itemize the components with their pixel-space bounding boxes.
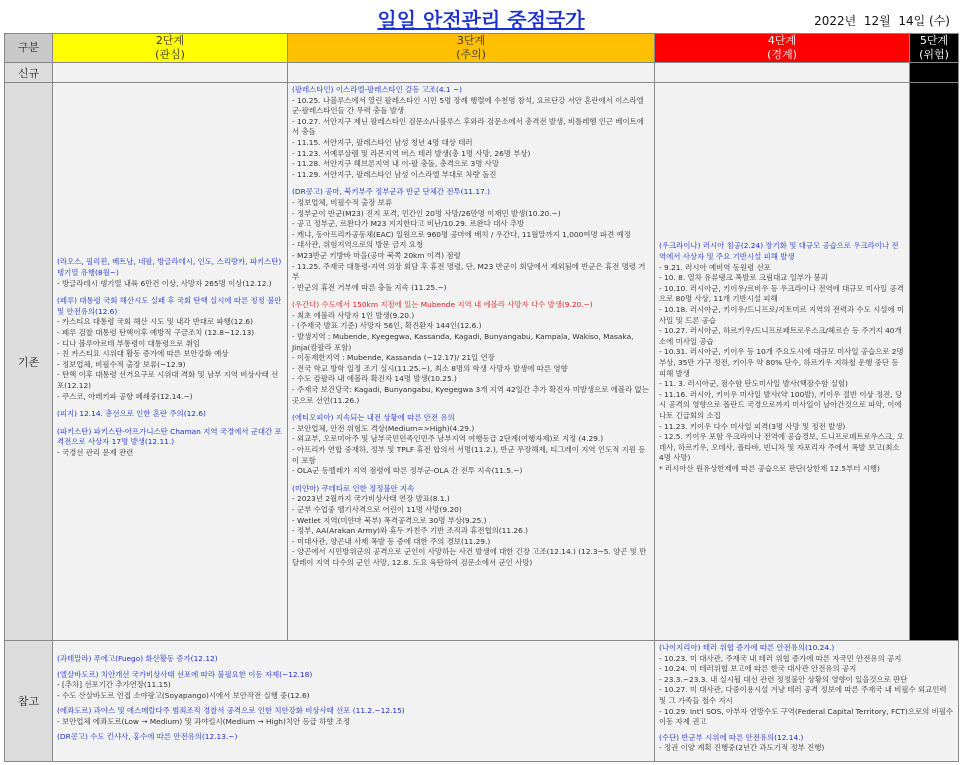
country-block-item: - 최초 에볼라 사망자 1인 발생(9.20.) bbox=[292, 310, 415, 320]
new-level-5 bbox=[910, 63, 959, 83]
header-level-2 bbox=[53, 34, 288, 63]
country-block-item: - 11.23. 키이우 다수 미사일 피격(3명 사망 및 정전 발생) bbox=[659, 421, 846, 431]
country-block-item: - 미대사관, 양곤내 사제 폭발 등 증에 대한 주의 경보(11.29.) bbox=[292, 536, 491, 546]
row-label-reference: 참고 bbox=[5, 641, 53, 762]
country-block-item: - 방글라데시 뎅기열 내륙 6만건 이상, 사망자 265명 이상(12.12.) bbox=[57, 278, 272, 288]
country-block-title: (우간다) 수도에서 150km 지점에 있는 Mubende 지역 내 에볼라 사망자 다수 발생(9.20.~) bbox=[292, 300, 593, 310]
country-block-item: - 페루 검찰 대통령 탄핵이후 예방적 구금조치 (12.8~12.13) bbox=[57, 328, 255, 338]
report-date: 2022년 12월 14일 (수) bbox=[814, 14, 950, 28]
level-4-label: 4단계 bbox=[767, 34, 797, 47]
country-block-item: - 12.5. 키이우 포함 우크라이나 전역에 공습경보, 드니프로페트로우스크, 오데사, 하르키우, 오데사, 폴타바, 빈니차 및 자포리자 주에서 폭발 보고(최소 4명 사망) bbox=[659, 432, 904, 463]
country-block-item: - Wetlet 지역(미얀마 북부) 폭격공격으로 30명 부상(9.25.) bbox=[292, 515, 487, 525]
country-block-item: - 국경선 관리 문제 관련 bbox=[57, 447, 134, 457]
country-block-title: (엘살바도르) 치안개선 국가비상사태 선포에 따라 불필요한 이동 자제(~12.18) bbox=[57, 669, 313, 679]
country-block-item: - 11.23. 서예루살렘 및 라몬지역 버스 테러 발생(총 1명 사망, 26명 부상) bbox=[292, 148, 531, 158]
country-block-item: - 보안업체 에콰도르(Low → Medium) 및 과야킬시(Medium → High)치안 등급 하향 조정 bbox=[57, 716, 350, 726]
country-block-item: - 정부, AA(Arakan Army)와 휴두 카친주 기반 조직과 휴전협의(11.26.) bbox=[292, 526, 529, 536]
country-block-item: - 아프리카 연합 중재하, 정부 및 TPLF 휴전 합의서 서명(11.2.), 반군 무장해제, 티그레이 지역 인도적 지원 등이 포함 bbox=[292, 445, 646, 465]
country-block-item: - 23.3.~23.3. 내 실시될 대선 관련 정정불안 상황의 영향이 있을것으로 판단 bbox=[659, 674, 908, 684]
country-block bbox=[57, 427, 283, 459]
country-block-item: * 러시아산 원유상한제에 따른 공습으로 판단(상한제 12.5부터 시행) bbox=[659, 463, 880, 473]
country-block bbox=[57, 732, 650, 743]
country-block bbox=[292, 85, 650, 180]
level-5-sub: (위험) bbox=[919, 48, 949, 61]
country-block-item: - 케냐, 동아프리카공동체(EAC) 일원으로 960명 공마에 배치 / 우간다, 11월말까지 1,000여명 파견 예정 bbox=[292, 229, 631, 239]
country-block-item: - 10.25. 나블루스에서 열린 팔레스타인 시민 5명 장례 행렬에 수천명 참석, 요르단강 서안 혼란에서 이스라엘군-팔레스타인들 간 무력 충돌 발생 bbox=[292, 95, 644, 116]
header-level-5 bbox=[910, 34, 959, 63]
country-block-item: - 외교부, 오로미아주 및 남부국민민족인민주 남부지역 여행동급 2단계(여행자제)로 지정 (4.29.) bbox=[292, 434, 604, 444]
reference-right bbox=[655, 641, 959, 762]
country-block bbox=[292, 187, 650, 293]
country-block-item: - 11.15. 서안지구, 팔레스타인 남성 청년 4명 대상 테러 bbox=[292, 137, 473, 147]
country-block-item: - 주재국 보건당국: Kagadi, Bunyangabu, Kyegegwa 3개 지역 42일간 추가 확진자 미발생으로 에볼라 없는 곳으로 선언(11.26.) bbox=[292, 385, 649, 405]
country-block-item: - 11.29. 서안지구, 팔레스타인 남성 이스라엘 부대로 차량 돌진 bbox=[292, 169, 497, 179]
country-block-item: - 11.16. 러시아, 키이우 미사일 발사(약 100발), 키이우 절반 이상 정전, 당시 공격의 영향으로 폴란드 국경으로까지 미사일이 날아간것으로 파악, 이에 나토 긴급회의 소집 bbox=[659, 389, 903, 420]
country-block-item: - 11.25. 주재국 대통령-지역 의장 회담 후 휴전 명령, 단, M23 반군이 회담에서 제외됨에 반군은 휴전 명령 거부 bbox=[292, 261, 646, 282]
country-block bbox=[659, 643, 954, 728]
country-block-item: - 양곤에서 시민방위군의 공격으로 군인이 사망하는 사건 발생에 대한 긴장 고조(12.14.) (12.3~5. 양곤 및 만달레이 지역 다수의 군인 사망, 12.8. 도요 육탄하여 검문소에서 군인 사망) bbox=[292, 547, 647, 567]
header-level-3 bbox=[288, 34, 655, 63]
country-block-item: - 10. 8. 열차 유류탱크 폭발로 크림대교 일부가 붕괴 bbox=[659, 273, 828, 283]
country-block bbox=[57, 670, 650, 702]
level-2-sub: (관심) bbox=[155, 48, 185, 61]
country-block bbox=[659, 241, 905, 474]
country-block-item: - 정보업체, 비필수적 출장 보류(~12.9) bbox=[57, 359, 186, 369]
level-3-sub: (주의) bbox=[456, 48, 486, 61]
country-block bbox=[57, 296, 283, 402]
country-block-item: - 10.29. Int'l SOS, 아부자 연방수도 구역(Federal Capital Territory, FCT)으로의 비필수 이동 자제 권고 bbox=[659, 706, 953, 727]
country-block-title: (라오스, 필리핀, 베트남, 네팔, 방글라데시, 인도, 스리랑카, 파키스탄) 뎅기열 유행(8월~) bbox=[57, 257, 282, 278]
country-block-title: (에티오피아) 지속되는 내전 상황에 따른 안전 유의 bbox=[292, 413, 455, 423]
country-block-title: (과테말라) 푸에고(Fuego) 화산활동 증가(12.12) bbox=[57, 653, 218, 663]
country-block-item: - [추차] 선포기간 추가연장(11.15) bbox=[57, 680, 171, 690]
country-block-title: (DR콩고) 수도 킨샤사, 홍수에 따른 안전유의(12.13.~) bbox=[57, 732, 238, 742]
country-block-item: - 탄핵 이후 대통령 선거요구로 시위대 격화 및 남부 지역 비상사태 선포(12.12) bbox=[57, 370, 279, 390]
new-level-2 bbox=[53, 63, 288, 83]
level-2-label: 2단계 bbox=[155, 34, 185, 47]
country-block-title: (수단) 반군부 시위에 따른 안전유의(12.14.) bbox=[659, 732, 804, 742]
country-block-item: - 보안업체, 안전 위험도 격상(Medium=>High)(4.29.) bbox=[292, 423, 475, 433]
country-block-item: - 10.10. 러시아군, 키이우/르비우 등 우크라이나 전역에 대규모 미사일 공격으로 80명 사상, 11개 기반시설 피해 bbox=[659, 283, 904, 304]
country-block-item: - 카스티요 대통령 국회 해산 시도 및 내각 반대로 파행(12.6) bbox=[57, 317, 253, 327]
country-block-title: (미얀마) 쿠데타로 인한 정정불안 지속 bbox=[292, 483, 415, 493]
country-block-item: - 2023년 2월까지 국가비상사태 연장 발표(8.1.) bbox=[292, 494, 450, 504]
existing-row bbox=[5, 83, 959, 641]
country-block-item: - 수도 캄팔라 내 에볼라 확진자 14명 발생(10.25.) bbox=[292, 374, 457, 384]
country-block-item: - 이동제한지역 : Mubende, Kassanda (~12.17)/ 21일 연장 bbox=[292, 353, 495, 363]
country-block bbox=[57, 654, 650, 665]
existing-level-5 bbox=[910, 83, 959, 641]
new-level-3 bbox=[288, 63, 655, 83]
new-level-4 bbox=[655, 63, 910, 83]
country-block-item: - 디나 볼루아르테 부통령이 대통령으로 취임 bbox=[57, 338, 200, 348]
country-block-item: - 10.23. 미 대사관, 주재국 내 테러 위협 증가에 따른 자국민 안전유의 공지 bbox=[659, 653, 902, 663]
country-block-item: - 10.18. 러시아군, 키이우/드니프로/지토미르 지역의 전력과 수도 시설에 미사일 및 드론 공습 bbox=[659, 305, 905, 325]
new-row bbox=[5, 63, 959, 83]
country-block-item: - 10.24. 미 테러위협 보고에 따른 한국 대사관 안전유의 공지 bbox=[659, 664, 857, 674]
country-block bbox=[292, 300, 650, 406]
country-block-item: - 공고 정부군, 르완다가 M23 지지한다고 비난/10.29. 르완다 대사 추방 bbox=[292, 219, 525, 229]
risk-level-table bbox=[4, 33, 959, 762]
country-block bbox=[57, 409, 283, 420]
header-level-4 bbox=[655, 34, 910, 63]
country-block-item: - 11. 3. 러시아군, 점수함 탄도미사일 발사(핵잠수함 실험) bbox=[659, 379, 848, 389]
header-gubun: 구분 bbox=[5, 34, 53, 63]
country-block bbox=[659, 733, 954, 754]
country-block-item: - (주재국 발표 기준) 사망자 56인, 확진환자 144인(12.6.) bbox=[292, 321, 482, 331]
country-block-item: - M23반군 키방바 마을(공마 북쪽 20km 이격) 점령 bbox=[292, 250, 461, 260]
level-4-sub: (경계) bbox=[767, 48, 797, 61]
reference-row bbox=[5, 641, 959, 762]
country-block-item: - 대사관, 위험지역으로의 방문 금지 요청 bbox=[292, 240, 423, 250]
country-block-item: - 정부군이 반군(M23) 진지 포격, 민간인 20명 사망/26만명 이재민 발생(10.20.~) bbox=[292, 208, 561, 218]
country-block-item: - 발생지역 : Mubende, Kyegegwa, Kassanda, Kagadi, Bunyangabu, Kampala, Wakiso, Masaka, Jinja(캄팔라 포함) bbox=[292, 332, 634, 352]
country-block-item: - 10.31. 러시아군, 키이우 등 10개 주요도시에 대규모 미사일 공습으로 2명 부상, 35만 가구 정전, 키이우 약 80% 단수, 하르키우 지하철 운행 중단 등 피해 발생 bbox=[659, 347, 904, 378]
country-block-item: - 전국 학교 방학 일정 조기 실시(11.25.~), 최소 8명의 학생 사망자 발생에 따른 영향 bbox=[292, 363, 568, 373]
country-block-item: - 9.21. 러시아 예비역 동원령 선포 bbox=[659, 262, 771, 272]
reference-left bbox=[53, 641, 655, 762]
country-block-item: - 10.27. 러시아군, 하르키우/드니프로페트로우스크/헤르슨 등 주거지 40개소에 미사일 공습 bbox=[659, 326, 902, 346]
country-block-item: - 정보업체, 비필수적 출장 보류 bbox=[292, 197, 393, 207]
country-block-item: - 반군의 휴전 거부에 따른 충돌 지속 (11.25.~) bbox=[292, 282, 447, 292]
country-block-item: - 쿠스코, 아레키파 공항 폐쇄중(12.14.~) bbox=[57, 391, 193, 401]
country-block-title: (페루) 대통령 국회 해산시도 실패 후 국회 탄핵 실시에 따른 정정 불안 및 안전유의(12.6) bbox=[57, 296, 282, 316]
country-block-item: - 군부 수업중 헬기사격으로 어린이 11명 사망(9.20) bbox=[292, 504, 462, 514]
country-block-item: - OLA군 동벨레가 지역 점령에 따른 정부군-OLA 간 전투 지속(11.5.~) bbox=[292, 466, 523, 476]
level-5-label: 5단계 bbox=[919, 34, 949, 47]
country-block-item: - 정권 이양 계획 진행중(2년간 과도기적 정부 진행) bbox=[659, 743, 825, 753]
country-block-title: (우크라이나) 러시아 침공(2.24) 장기화 및 대규모 공습으로 우크라이나 전역에서 사상자 및 주요 기반시설 피해 발생 bbox=[659, 241, 899, 262]
country-block-title: (나이지리아) 테러 위협 증가에 따른 안전유의(10.24.) bbox=[659, 643, 835, 653]
country-block-title: (팔레스타인) 이스라엘-팔레스타인 갈등 고조(4.1 ~) bbox=[292, 85, 463, 94]
country-block-item: - 11.28. 서안지구 헤브론지역 내 이-팔 충돌, 총격으로 3명 사망 bbox=[292, 159, 499, 169]
existing-level-3 bbox=[288, 83, 655, 641]
row-label-new: 신규 bbox=[5, 63, 53, 83]
country-block-title: (피지) 12.14. 총선으로 인한 혼란 주의(12.6) bbox=[57, 409, 206, 419]
country-block-item: - 수도 산살바도르 인접 소야팡고(Soyapango)시에서 보안작전 실행 중(12.6) bbox=[57, 690, 310, 700]
country-block-item: - 친 카스티요 시위대 활동 증가에 따른 보안강화 예상 bbox=[57, 349, 229, 359]
country-block-item: - 10.27. 미 대사관, 다중이용시설 겨냥 테러 공격 정보에 따른 주재국 내 비필수 외교인력 및 그 가족들 철수 지시 bbox=[659, 685, 947, 705]
country-block bbox=[57, 706, 650, 727]
existing-level-2 bbox=[53, 83, 288, 641]
row-label-existing: 기존 bbox=[5, 83, 53, 641]
existing-level-4 bbox=[655, 83, 910, 641]
country-block-item: - 10.27. 서안지구 제닌 팔레스타인 검문소/나블루스 후와라 검문소에서 총격전 발생, 비틀레헴 인근 베이트에서 충돌 bbox=[292, 116, 644, 137]
country-block bbox=[292, 484, 650, 569]
country-block-title: (DR콩고) 공마, 북키부주 정부군과 반군 단체간 전투(11.17.) bbox=[292, 187, 490, 197]
level-header-row bbox=[5, 34, 959, 63]
level-3-label: 3단계 bbox=[456, 34, 486, 47]
page-title: 일일 안전관리 중점국가 bbox=[377, 8, 585, 32]
country-block bbox=[57, 257, 283, 289]
country-block-title: (파키스탄) 파키스탄-아프가니스탄 Chaman 지역 국경에서 군대간 포격전으로 사상자 17명 발생(12.11.) bbox=[57, 426, 282, 447]
country-block-title: (에콰도르) 과야스 및 에스메랄다주 범죄조직 경찰서 공격으로 인한 치안강화 비상사태 선포 (11.2.~12.15) bbox=[57, 706, 405, 716]
country-block bbox=[292, 413, 650, 477]
